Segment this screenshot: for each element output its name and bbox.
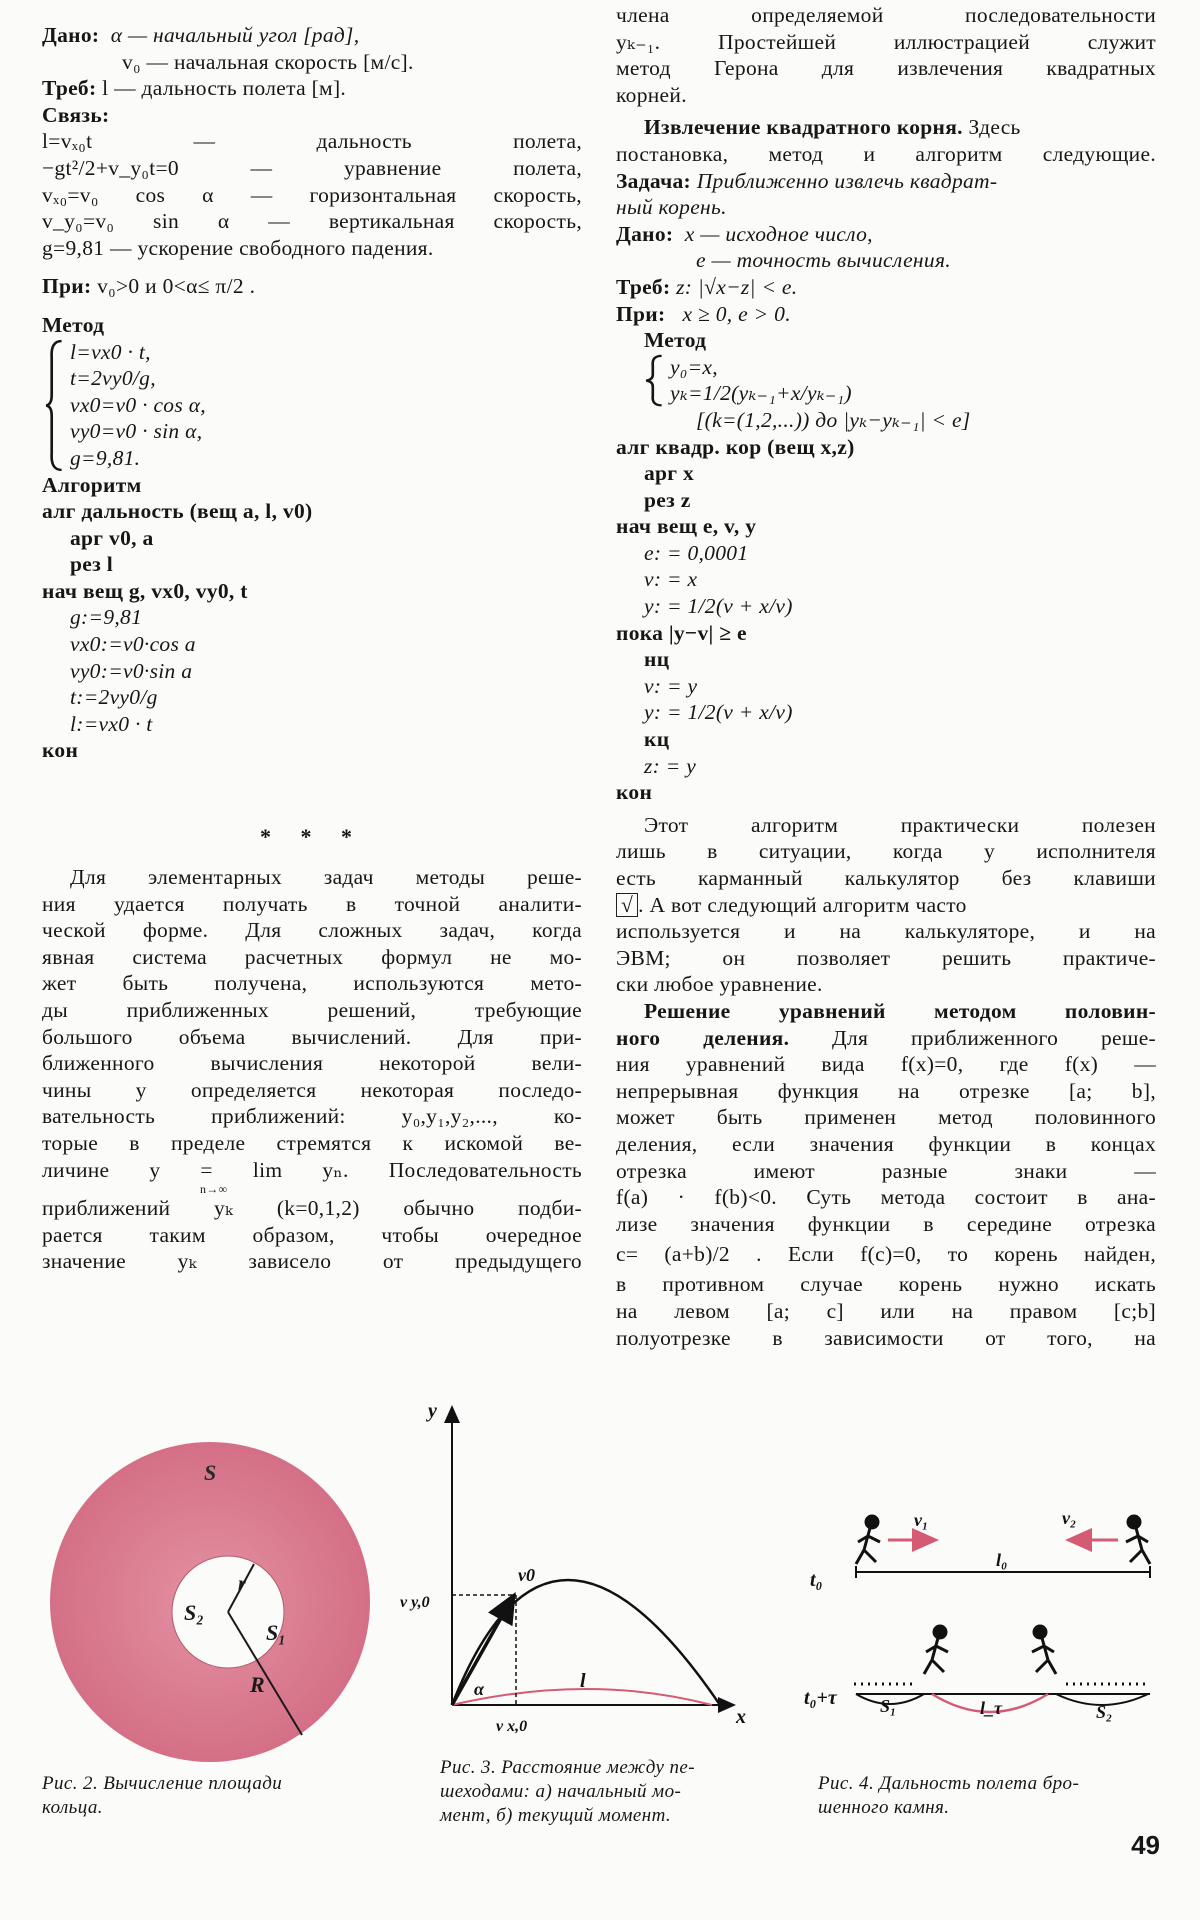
alg-end: кон (42, 738, 79, 763)
algorithm-label: Алгоритм (42, 472, 142, 497)
label-s2: S₂ (1096, 1702, 1113, 1722)
figure-3-caption: Рис. 3. Расстояние между пе- шеходами: а) начальный мо- мент, б) текущий момент. (440, 1757, 695, 1826)
sqrt-alg-body-1: v: = y (644, 673, 698, 698)
bisection-line-3: непрерывная функция на отрезке [a; b], (616, 1078, 1156, 1103)
walker-left-moved-icon (924, 1626, 948, 1674)
relation-line-5: g=9,81 — ускорение свободного падения. (42, 235, 434, 260)
method-line-3: vx0=v0 · cos α, (70, 392, 206, 417)
paragraph-line-9: чины y определяется некоторая последо- (42, 1077, 582, 1102)
figure-4-caption: Рис. 4. Дальность полета бро- шенного камня. (818, 1773, 1080, 1818)
paragraph-line-14: рается таким образом, чтобы очередное (42, 1222, 582, 1247)
label-s1: S₁ (880, 1696, 897, 1716)
sqrt-line-2: постановка, метод и алгоритм следующие. (616, 141, 1156, 166)
intro-line-1: члена определяемой последовательности (616, 3, 1156, 27)
sqrt-method-line-2: yₖ=1/2(yₖ₋₁+x/yₖ₋₁) (670, 381, 852, 406)
paragraph-line-8: ближенного вычисления некоторой вели- (42, 1051, 582, 1076)
left-column (42, 22, 582, 1275)
paragraph-line-4: явная система расчетных формул не мо- (42, 944, 582, 969)
sqrt-alg-kc: кц (644, 727, 670, 752)
sqrt-alg-init-1: e: = 0,0001 (644, 540, 749, 565)
alg-body-5: l:=vx0 · t (70, 711, 153, 736)
bisection-line-8: лизе значения функции в середине отрезка (616, 1211, 1156, 1236)
bisection-line-11: на левом [a; c] или на правом [c;b] (616, 1298, 1156, 1323)
para2-line-2: лишь в ситуации, когда у исполнителя (616, 839, 1156, 864)
paragraph-line-3: ческой форме. Для сложных задач, когда (42, 918, 582, 943)
sqrt-given-1: Дано: x — исходное число, (616, 221, 873, 246)
label-S1: S₁ (266, 1620, 286, 1645)
label-y: y (428, 1400, 437, 1422)
bisection-line-9: c= (a+b)/2 . Если f(c)=0, то корень найден, (616, 1242, 1156, 1267)
walker-right-icon (1126, 1516, 1150, 1564)
para2-line-1: Этот алгоритм практически полезен (644, 812, 1156, 837)
sqrt-alg-init-3: y: = 1/2(v + x/v) (644, 594, 793, 619)
bisection-heading: Решение уравнений методом половин- (644, 998, 1156, 1023)
bisection-line-1: ного деления. Для приближенного реше- (616, 1025, 1156, 1050)
label-x: x (736, 1706, 746, 1728)
sqrt-method-line-1: y₀=x, (670, 354, 718, 379)
alg-body-3: vy0:=v0·sin a (70, 658, 193, 683)
alg-res: рез l (70, 552, 113, 577)
bisection-line-7: f(a) · f(b)<0. Суть метода состоит в ана- (616, 1185, 1156, 1210)
relation-line-3: vₓ₀=v₀ cos α — горизонтальная скорость, (42, 182, 582, 207)
para2-line-4: √ . А вот следующий алгоритм часто (616, 892, 1156, 919)
walker-right-moved-icon (1032, 1626, 1056, 1674)
paragraph-line-10: вательность приближений: y₀,y₁,y₂,..., ко- (42, 1104, 582, 1129)
para2-line-3: есть карманный калькулятор без клавиши (616, 866, 1156, 890)
label-vx0: v x,0 (496, 1718, 528, 1735)
bisection-line-2: ния уравнений вида f(x)=0, где f(x) — (616, 1052, 1156, 1077)
label-v0: v0 (518, 1565, 535, 1585)
task-line: Задача: Приближенно извлечь квадрат- (616, 168, 998, 193)
alg-args: арг v0, a (70, 525, 154, 550)
label-l-tau: l_τ (980, 1698, 1002, 1718)
relation-line-4: v_y₀=v₀ sin α — вертикальная скорость, (42, 209, 582, 234)
sqrt-method-label: Метод (644, 328, 707, 353)
label-l: l (580, 1670, 586, 1692)
method-line-2: t=2vy0/g, (70, 366, 156, 391)
bisection-line-12: полуотрезке в зависимости от того, на (616, 1325, 1156, 1350)
para2-line-5: используется и на калькуляторе, и на (616, 919, 1156, 944)
page-number: 49 (1131, 1830, 1160, 1860)
label-vy0: v y,0 (400, 1594, 430, 1611)
sqrt-alg-loop: пока |y−v| ≥ e (616, 620, 747, 645)
method-system (42, 339, 582, 472)
paragraph-line-15: значение yₖ зависело от предыдущего (42, 1249, 582, 1274)
intro-line-4: корней. (616, 82, 687, 107)
brace-icon (644, 354, 666, 407)
condition-line: При: v₀>0 и 0<α≤ π/2 . (42, 274, 256, 299)
sqrt-alg-body-2: y: = 1/2(v + x/v) (644, 700, 793, 725)
paragraph-line-11: торые в пределе стремятся к искомой ве- (42, 1130, 582, 1155)
paragraph-line-2: ния удается получать в точной аналити- (42, 891, 582, 916)
sqrt-key-icon: √ (616, 893, 638, 917)
paragraph-line-12: личине y = lim yₙ. Последовательность (42, 1157, 582, 1182)
given-line-1: Дано: α — начальный угол [рад], (42, 23, 360, 47)
label-S2: S₂ (184, 1600, 204, 1625)
walker-left-icon (856, 1516, 880, 1564)
outer-ring (50, 1442, 370, 1762)
required-line: Треб: l — дальность полета [м]. (42, 76, 347, 101)
sqrt-alg-final: z: = y (644, 753, 697, 778)
sqrt-alg-header: алг квадр. кор (вещ x,z) (616, 434, 855, 459)
label-r: r (238, 1573, 246, 1595)
sqrt-alg-start: нач вещ e, v, y (616, 514, 757, 539)
sqrt-alg-res: рез z (644, 487, 691, 512)
alg-body-1: g:=9,81 (70, 605, 143, 630)
sqrt-heading-line: Извлечение квадратного корня. Здесь (644, 115, 1021, 140)
trajectory-curve (452, 1580, 720, 1705)
brace-icon (44, 339, 66, 472)
lim-subscript: n→∞ (200, 1182, 228, 1197)
alg-body-2: vx0:=v0·cos a (70, 632, 196, 657)
alg-start: нач вещ g, vx0, vy0, t (42, 578, 248, 603)
sqrt-required: Треб: z: |√x−z| < e. (616, 274, 798, 299)
figure-2-caption: Рис. 2. Вычисление площади кольца. (42, 1773, 283, 1818)
label-v1: v₁ (914, 1510, 929, 1530)
intro-line-3: метод Герона для извлечения квадратных (616, 56, 1156, 81)
label-S: S (204, 1460, 217, 1485)
sqrt-alg-end: кон (616, 780, 653, 805)
relation-line-1: l=vₓ₀t — дальность полета, (42, 129, 582, 154)
bisection-line-6: отрезка имеют разные знаки — (616, 1158, 1156, 1183)
bisection-line-10: в противном случае корень нужно искать (616, 1272, 1156, 1297)
sqrt-method-system (642, 354, 1156, 407)
sqrt-alg-nc: нц (644, 647, 670, 672)
sqrt-alg-init-2: v: = x (644, 567, 698, 592)
label-t0: t₀ (810, 1569, 823, 1591)
sqrt-condition: При: x ≥ 0, e > 0. (616, 301, 791, 326)
task-line-2: ный корень. (616, 195, 727, 220)
intro-line-2: yₖ₋₁. Простейшей иллюстрацией служит (616, 29, 1156, 54)
alg-header: алг дальность (вещ a, l, v0) (42, 499, 313, 524)
section-separator: * * * (260, 824, 364, 850)
paragraph-line-6: ды приближенных решений, требующие (42, 998, 582, 1022)
paragraph-line-1: Для элементарных задач методы реше- (70, 865, 582, 890)
method-line-5: g=9,81. (70, 445, 141, 470)
sqrt-given-2: e — точность вычисления. (696, 248, 951, 273)
method-line-4: vy0=v0 · sin α, (70, 419, 203, 444)
sqrt-alg-arg: арг x (644, 461, 695, 486)
para2-line-7: ски любое уравнение. (616, 972, 823, 997)
para2-line-6: ЭВМ; он позволяет решить практиче- (616, 945, 1156, 970)
alg-body-4: t:=2vy0/g (70, 685, 158, 710)
right-column (616, 2, 1156, 1351)
label-R: R (250, 1672, 265, 1697)
label-t0-tau: t₀+τ (804, 1687, 837, 1709)
figure-ring (40, 1430, 380, 1770)
method-line-1: l=vx0 · t, (70, 339, 151, 364)
figure-pedestrians (800, 1500, 1170, 1770)
paragraph-line-13: приближений yₖ (k=0,1,2) обычно подби- (42, 1196, 582, 1221)
label-l0: l₀ (996, 1550, 1008, 1570)
bisection-line-5: деления, если значения функции в концах (616, 1131, 1156, 1156)
sqrt-method-range: [(k=(1,2,...)) до |yₖ−yₖ₋₁| < e] (696, 407, 971, 432)
given-line-2: v₀ — начальная скорость [м/с]. (122, 49, 414, 74)
relation-line-2: −gt²/2+v_y₀t=0 — уравнение полета, (42, 155, 582, 180)
paragraph-line-5: жет быть получена, используются мето- (42, 971, 582, 996)
relation-label: Связь: (42, 102, 110, 127)
method-label: Метод (42, 312, 105, 337)
paragraph-line-7: большого объема вычислений. Для при- (42, 1024, 582, 1049)
figure-projectile (400, 1395, 760, 1765)
bisection-line-4: может быть применен метод половинного (616, 1105, 1156, 1130)
label-v2: v₂ (1062, 1508, 1077, 1528)
label-alpha: α (474, 1679, 484, 1699)
